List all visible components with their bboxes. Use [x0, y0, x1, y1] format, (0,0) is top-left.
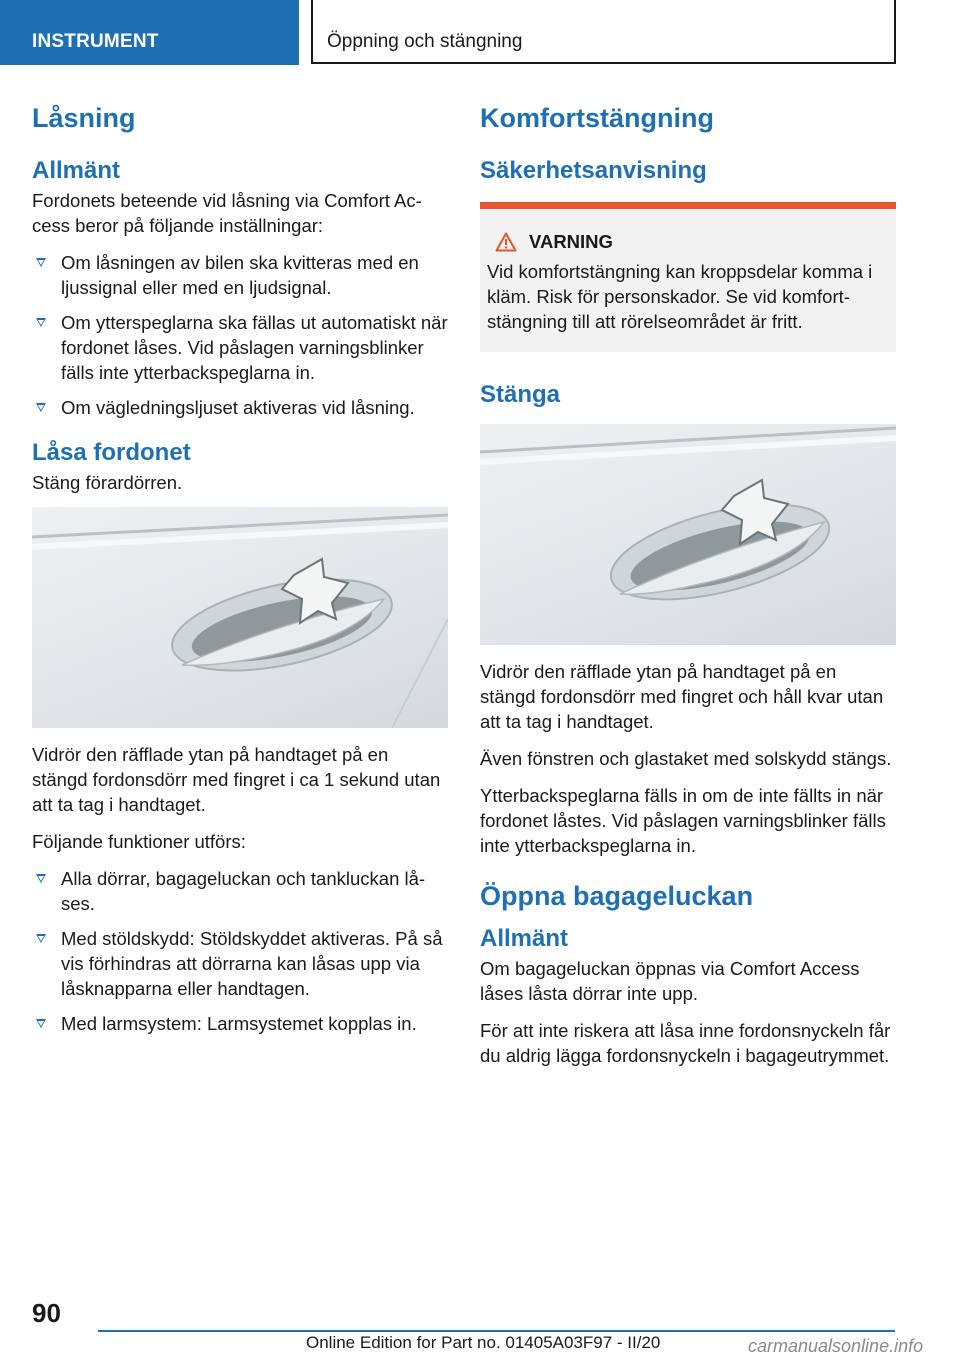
- warning-bar: [480, 202, 896, 209]
- warning-label: VARNING: [529, 231, 613, 252]
- general-intro: Fordonets beteende vid låsning via Comfort Access beror på följande inställningar:: [32, 190, 422, 236]
- bullet-triangle-icon: [36, 1019, 46, 1028]
- footer-edition: Online Edition for Part no. 01405A03F97 - II/20: [306, 1333, 661, 1352]
- trunk-text-2: För att inte riskera att låsa inne fordonsnyckeln får du aldrig lägga fordonsnyckeln i bagageutrymmet.: [480, 1020, 891, 1066]
- watermark: carmanualsonline.info: [748, 1336, 924, 1356]
- subheading-safety: Säkerhetsanvisning: [480, 157, 707, 184]
- page-number: 90: [32, 1298, 61, 1328]
- bullet-triangle-icon: [36, 934, 46, 943]
- warning-text: Vid komfortstängning kan kroppsdelar komma i kläm. Risk för personskador. Se vid komfortstängning till att rörelseområdet är fritt.: [487, 261, 873, 332]
- bullet-triangle-icon: [36, 318, 46, 327]
- bullet-triangle-icon: [36, 403, 46, 412]
- close-caption: Vidrör den räfflade ytan på handtaget på en stängd fordonsdörr med fingret och håll kvar utan att ta tag i handtaget.: [480, 661, 884, 732]
- close-windows-text: Även fönstren och glastaket med solskydd stängs.: [480, 748, 892, 769]
- lock-caption: Vidrör den räfflade ytan på handtaget på en stängd fordonsdörr med fingret i ca 1 sekund utan att ta tag i handtaget.: [32, 744, 441, 815]
- list-item: Alla dörrar, bagageluckan och tankluckan låses.: [32, 866, 448, 916]
- functions-intro: Följande funktioner utförs:: [32, 831, 246, 852]
- door-handle-photo-close: [480, 424, 896, 645]
- subheading-lock-vehicle: Låsa fordonet: [32, 439, 191, 466]
- warning-box: [480, 202, 896, 352]
- header-chapter-title: Öppning och stängning: [311, 0, 896, 64]
- bullet-triangle-icon: [36, 874, 46, 883]
- trunk-text-1: Om bagageluckan öppnas via Comfort Access låses låsta dörrar inte upp.: [480, 958, 860, 1004]
- door-handle-photo-lock: [32, 507, 448, 728]
- subheading-general: Allmänt: [32, 157, 121, 184]
- bullet-triangle-icon: [36, 258, 46, 267]
- footer-divider: [98, 1330, 895, 1332]
- heading-open-trunk: Öppna bagageluckan: [480, 881, 754, 911]
- subheading-close: Stänga: [480, 381, 561, 408]
- list-item: Med larmsystem: Larmsystemet kopplas in.: [32, 1011, 448, 1036]
- close-mirrors-text: Ytterbackspeglarna fälls in om de inte fällts in när fordonet låstes. Vid påslagen varningsblinker fälls inte ytterbackspeglarna in.: [480, 785, 886, 856]
- left-column: [32, 96, 448, 1048]
- list-item: Om vägledningsljuset aktiveras vid låsning.: [32, 395, 448, 420]
- list-item: Om låsningen av bilen ska kvitteras med en ljussignal eller med en ljudsignal.: [32, 250, 448, 300]
- functions-list: [32, 866, 448, 1036]
- lock-instruction: Stäng förardörren.: [32, 472, 183, 493]
- right-column: [480, 96, 896, 1080]
- heading-comfort-closing: Komfortstängning: [480, 103, 714, 133]
- heading-locking: Låsning: [32, 103, 136, 133]
- subheading-trunk-general: Allmänt: [480, 925, 569, 952]
- list-item: Med stöldskydd: Stöldskyddet aktiveras. På så vis förhindras att dörrarna kan låsas upp via låsknapparna eller handtagen.: [32, 926, 448, 1001]
- header-section-tab: INSTRUMENT: [0, 0, 299, 65]
- list-item: Om ytterspeglarna ska fällas ut automatiskt när fordonet låses. Vid påslagen varningsblinker fälls inte ytterbackspeglarna in.: [32, 310, 448, 385]
- warning-triangle-icon: [495, 232, 517, 252]
- settings-list: [32, 250, 448, 420]
